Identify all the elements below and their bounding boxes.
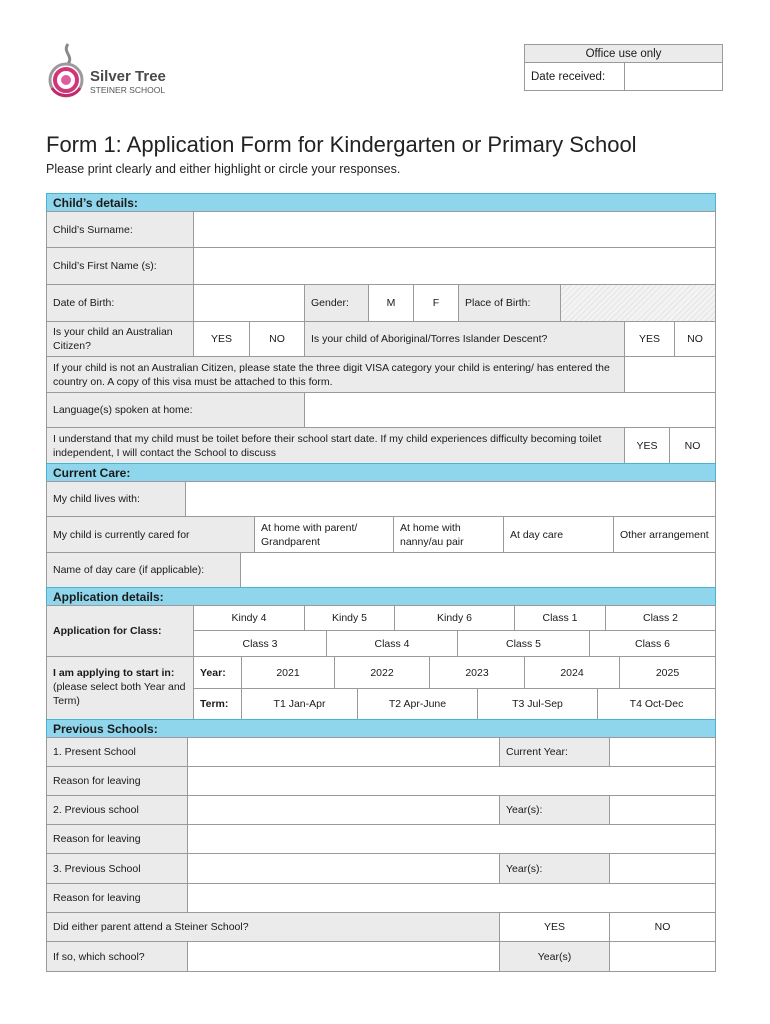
care-option-other[interactable]: Other arrangement <box>613 516 716 553</box>
place-of-birth-label: Place of Birth: <box>458 284 561 322</box>
swirl-logo-icon <box>44 40 86 102</box>
aboriginal-label: Is your child of Aboriginal/Torres Islander Descent? <box>304 321 625 357</box>
toilet-text: I understand that my child must be toilet before their school start date. If my child experiences difficulty becoming toilet independent, I will contact the School to discuss <box>46 427 625 464</box>
logo-name: Silver Tree <box>90 68 166 85</box>
cared-for-label: My child is currently cared for <box>46 516 255 553</box>
section-application-details: Application details: <box>46 587 716 606</box>
years-field-2[interactable] <box>609 795 716 825</box>
years-field-3[interactable] <box>609 853 716 884</box>
term-option-t3[interactable]: T3 Jul-Sep <box>477 688 598 720</box>
daycare-name-label: Name of day care (if applicable): <box>46 552 241 588</box>
class-option-class-1[interactable]: Class 1 <box>514 605 606 631</box>
previous-school-2-field[interactable] <box>187 795 500 825</box>
present-school-label: 1. Present School <box>46 737 188 767</box>
dob-label: Date of Birth: <box>46 284 194 322</box>
year-option-2023[interactable]: 2023 <box>429 656 525 689</box>
steiner-no-option[interactable]: NO <box>609 912 716 942</box>
year-label: Year: <box>193 656 242 689</box>
school-logo <box>44 40 184 102</box>
surname-label: Child’s Surname: <box>46 211 194 248</box>
class-option-class-2[interactable]: Class 2 <box>605 605 716 631</box>
visa-text: If your child is not an Australian Citizen, please state the three digit VISA category your child is entering/ has entered the country on. A copy of this visa must be attached to this form. <box>46 356 625 393</box>
class-option-class-3[interactable]: Class 3 <box>193 630 327 657</box>
reason-field-2[interactable] <box>187 824 716 854</box>
class-option-class-6[interactable]: Class 6 <box>589 630 716 657</box>
language-label: Language(s) spoken at home: <box>46 392 305 428</box>
year-option-2022[interactable]: 2022 <box>334 656 430 689</box>
care-option-nanny[interactable]: At home with nanny/au pair <box>393 516 504 553</box>
reason-field-3[interactable] <box>187 883 716 913</box>
term-option-t2[interactable]: T2 Apr-June <box>357 688 478 720</box>
start-label-note: (please select both Year and Term) <box>53 681 186 707</box>
logo-subtitle: STEINER SCHOOL <box>90 85 166 95</box>
class-option-kindy-4[interactable]: Kindy 4 <box>193 605 305 631</box>
surname-field[interactable] <box>193 211 716 248</box>
previous-school-3-field[interactable] <box>187 853 500 884</box>
which-school-field[interactable] <box>187 941 500 972</box>
class-option-class-4[interactable]: Class 4 <box>326 630 458 657</box>
term-option-t1[interactable]: T1 Jan-Apr <box>241 688 358 720</box>
start-label-bold: I am applying to start in: <box>53 667 175 679</box>
toilet-yes-option[interactable]: YES <box>624 427 670 464</box>
page-title: Form 1: Application Form for Kindergarten or Primary School <box>46 132 637 157</box>
dob-field[interactable] <box>193 284 305 322</box>
application-class-label: Application for Class: <box>46 605 194 657</box>
class-option-class-5[interactable]: Class 5 <box>457 630 590 657</box>
reason-label-3: Reason for leaving <box>46 883 188 913</box>
which-year-label: Year(s) <box>499 941 610 972</box>
lives-with-label: My child lives with: <box>46 481 186 517</box>
gender-label: Gender: <box>304 284 369 322</box>
reason-field-1[interactable] <box>187 766 716 796</box>
present-school-field[interactable] <box>187 737 500 767</box>
first-name-label: Child’s First Name (s): <box>46 247 194 285</box>
which-school-label: If so, which school? <box>46 941 188 972</box>
year-option-2025[interactable]: 2025 <box>619 656 716 689</box>
current-year-label: Current Year: <box>499 737 610 767</box>
citizen-yes-option[interactable]: YES <box>193 321 250 357</box>
class-option-kindy-5[interactable]: Kindy 5 <box>304 605 395 631</box>
steiner-question: Did either parent attend a Steiner School? <box>46 912 500 942</box>
lives-with-field[interactable] <box>185 481 716 517</box>
care-option-parent[interactable]: At home with parent/ Grandparent <box>254 516 394 553</box>
gender-m-option[interactable]: M <box>368 284 414 322</box>
term-label: Term: <box>193 688 242 720</box>
steiner-yes-option[interactable]: YES <box>499 912 610 942</box>
previous-school-2-label: 2. Previous school <box>46 795 188 825</box>
daycare-name-field[interactable] <box>240 552 716 588</box>
language-field[interactable] <box>304 392 716 428</box>
date-received-label: Date received: <box>524 62 625 91</box>
section-current-care: Current Care: <box>46 463 716 482</box>
aboriginal-yes-option[interactable]: YES <box>624 321 675 357</box>
office-use-title: Office use only <box>524 44 723 63</box>
visa-field[interactable] <box>624 356 716 393</box>
toilet-no-option[interactable]: NO <box>669 427 716 464</box>
form-instructions: Please print clearly and either highlight or circle your responses. <box>46 162 401 176</box>
first-name-field[interactable] <box>193 247 716 285</box>
years-label-2: Year(s): <box>499 795 610 825</box>
term-option-t4[interactable]: T4 Oct-Dec <box>597 688 716 720</box>
which-year-field[interactable] <box>609 941 716 972</box>
section-previous-schools: Previous Schools: <box>46 719 716 738</box>
years-label-3: Year(s): <box>499 853 610 884</box>
class-option-kindy-6[interactable]: Kindy 6 <box>394 605 515 631</box>
reason-label-1: Reason for leaving <box>46 766 188 796</box>
gender-f-option[interactable]: F <box>413 284 459 322</box>
place-of-birth-field[interactable] <box>560 284 716 322</box>
reason-label-2: Reason for leaving <box>46 824 188 854</box>
citizen-label: Is your child an Australian Citizen? <box>46 321 194 357</box>
previous-school-3-label: 3. Previous School <box>46 853 188 884</box>
start-label <box>46 656 194 720</box>
care-option-daycare[interactable]: At day care <box>503 516 614 553</box>
date-received-field[interactable] <box>624 62 723 91</box>
section-childs-details: Child’s details: <box>46 193 716 212</box>
year-option-2024[interactable]: 2024 <box>524 656 620 689</box>
current-year-field[interactable] <box>609 737 716 767</box>
aboriginal-no-option[interactable]: NO <box>674 321 716 357</box>
citizen-no-option[interactable]: NO <box>249 321 305 357</box>
year-option-2021[interactable]: 2021 <box>241 656 335 689</box>
